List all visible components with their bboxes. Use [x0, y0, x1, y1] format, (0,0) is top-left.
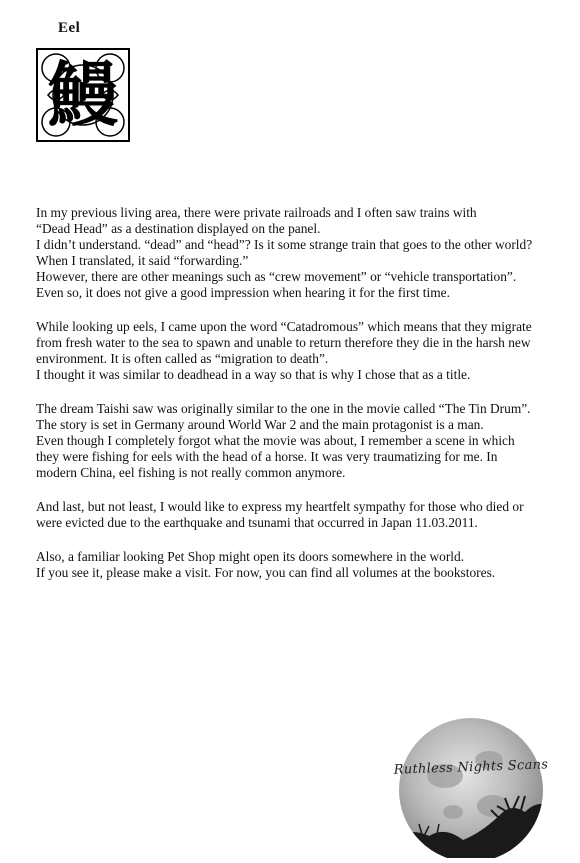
article-body	[36, 205, 558, 599]
text-line: If you see it, please make a visit. For now, you can find all volumes at the bookstores.	[36, 565, 496, 580]
logo-text: Ruthless Nights Scans	[393, 757, 549, 778]
eel-kanji: 鰻	[48, 54, 118, 136]
text-line: And last, but not least, I would like to express my heartfelt sympathy for those who died or	[36, 499, 524, 514]
paragraph	[36, 319, 558, 383]
text-line: When I translated, it said “forwarding.”	[36, 253, 249, 268]
text-line: I thought it was similar to deadhead in a way so that is why I chose that as a title.	[36, 367, 471, 382]
text-line: The dream Taishi saw was originally similar to the one in the movie called “The Tin Drum”.	[36, 401, 531, 416]
text-line: “Dead Head” as a destination displayed on the panel.	[36, 221, 321, 236]
paragraph	[36, 205, 558, 301]
text-line: environment. It is often called as “migration to death”.	[36, 351, 329, 366]
page-title: Eel	[58, 20, 81, 36]
text-line: were evicted due to the earthquake and tsunami that occurred in Japan 11.03.2011.	[36, 515, 478, 530]
paragraph	[36, 401, 558, 481]
scanlation-logo	[393, 716, 549, 858]
text-line: However, there are other meanings such as “crew movement” or “vehicle transportation”.	[36, 269, 517, 284]
kanji-emblem	[36, 48, 130, 142]
text-line: Also, a familiar looking Pet Shop might open its doors somewhere in the world.	[36, 549, 465, 564]
text-line: from fresh water to the sea to spawn and unable to return therefore they die in the harsh new	[36, 335, 531, 350]
text-line: The story is set in Germany around World War 2 and the main protagonist is a man.	[36, 417, 484, 432]
text-line: In my previous living area, there were private railroads and I often saw trains with	[36, 205, 477, 220]
text-line: While looking up eels, I came upon the word “Catadromous” which means that they migrate	[36, 319, 532, 334]
moon-icon	[393, 716, 549, 858]
text-line: I didn’t understand. “dead” and “head”? Is it some strange train that goes to the other world?	[36, 237, 533, 252]
paragraph	[36, 499, 558, 531]
text-line: modern China, eel fishing is not really common anymore.	[36, 465, 346, 480]
text-line: Even so, it does not give a good impression when hearing it for the first time.	[36, 285, 450, 300]
text-line: Even though I completely forgot what the movie was about, I remember a scene in which	[36, 433, 515, 448]
text-line: they were fishing for eels with the head of a horse. It was very traumatizing for me. In	[36, 449, 498, 464]
paragraph	[36, 549, 558, 581]
